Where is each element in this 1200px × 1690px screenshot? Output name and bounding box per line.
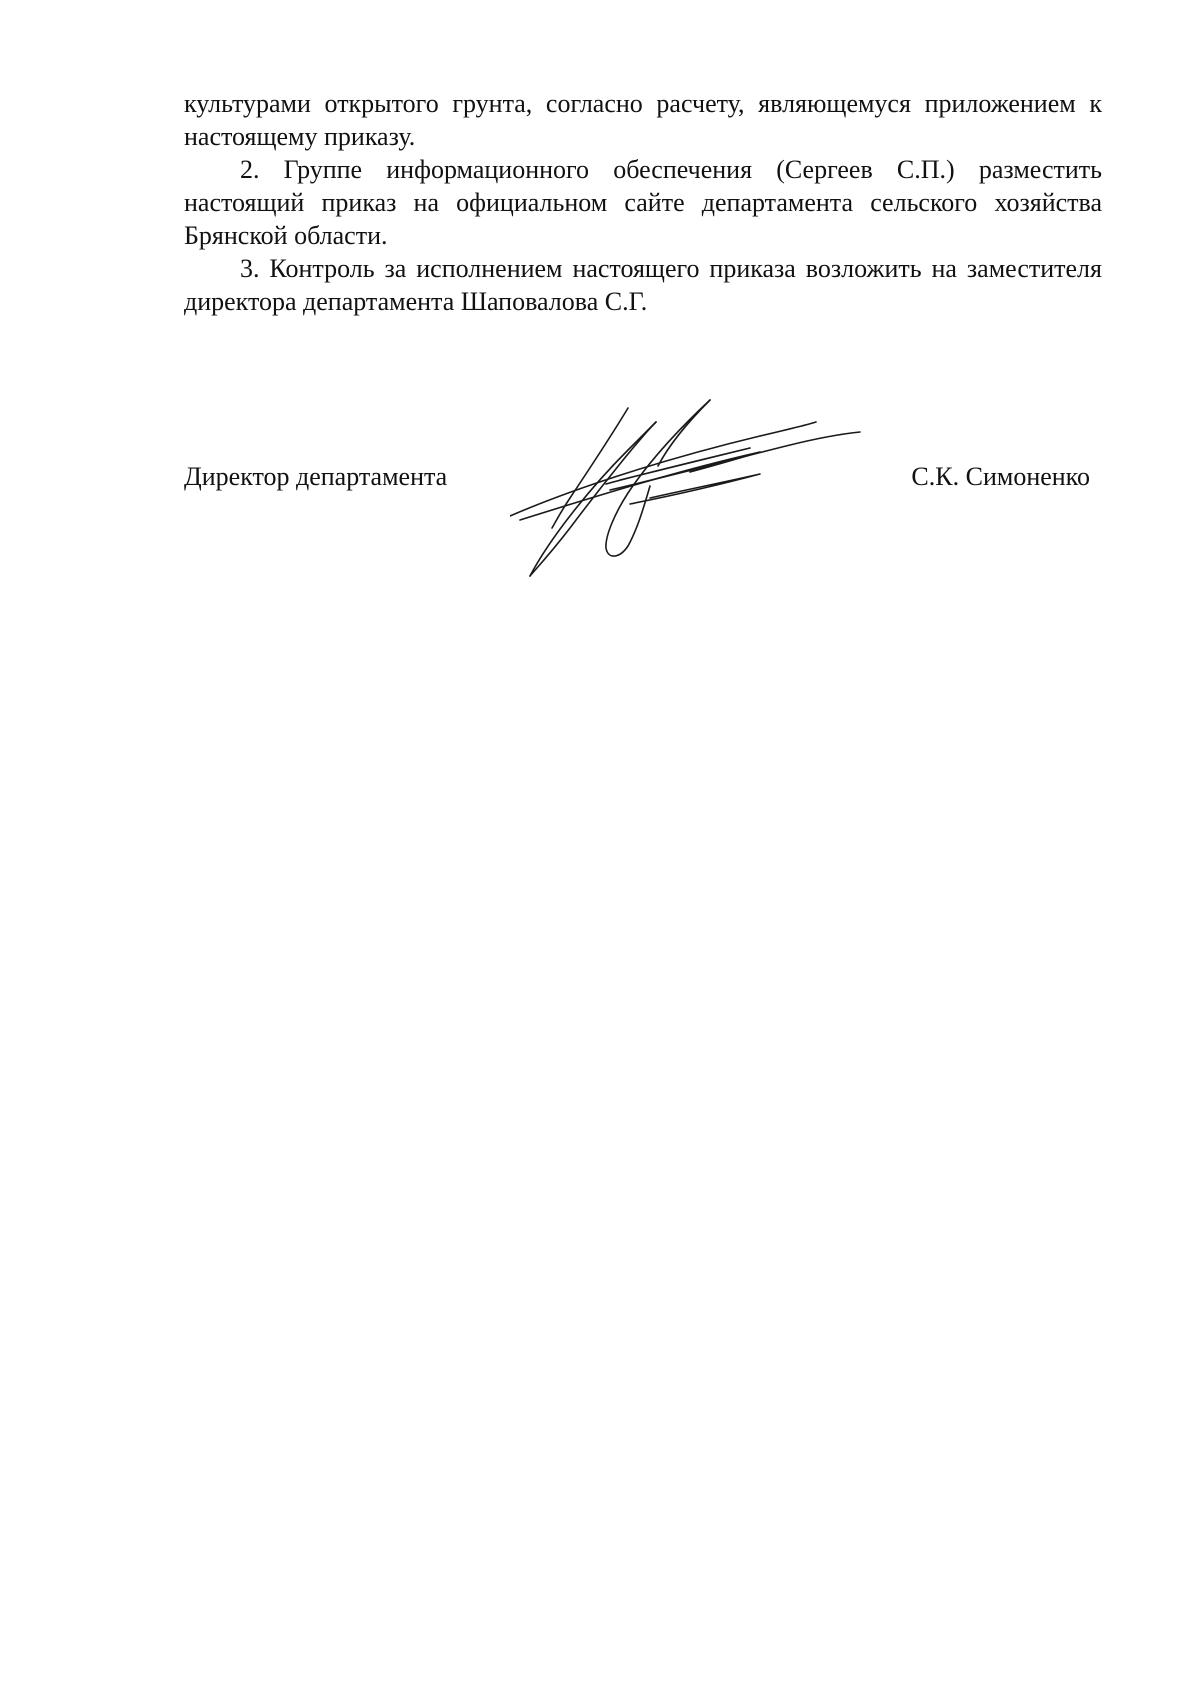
paragraph-item-3: 3. Контроль за исполнением настоящего приказа возложить на заместителя директора департамента Шаповалова С.Г. [184,254,1102,316]
signer-position: Директор департамента [184,462,448,491]
paragraph-continuation: культурами открытого грунта, согласно расчету, являющемуся приложением к настоящему приказу. [184,89,1102,151]
document-body [184,87,1102,318]
signer-name: С.К. Симоненко [911,462,1090,491]
paragraph-item-2: 2. Группе информационного обеспечения (Сергеев С.П.) разместить настоящий приказ на официальном сайте департамента сельского хозяйства Брянской области. [184,155,1102,250]
signature-block [184,460,1102,500]
